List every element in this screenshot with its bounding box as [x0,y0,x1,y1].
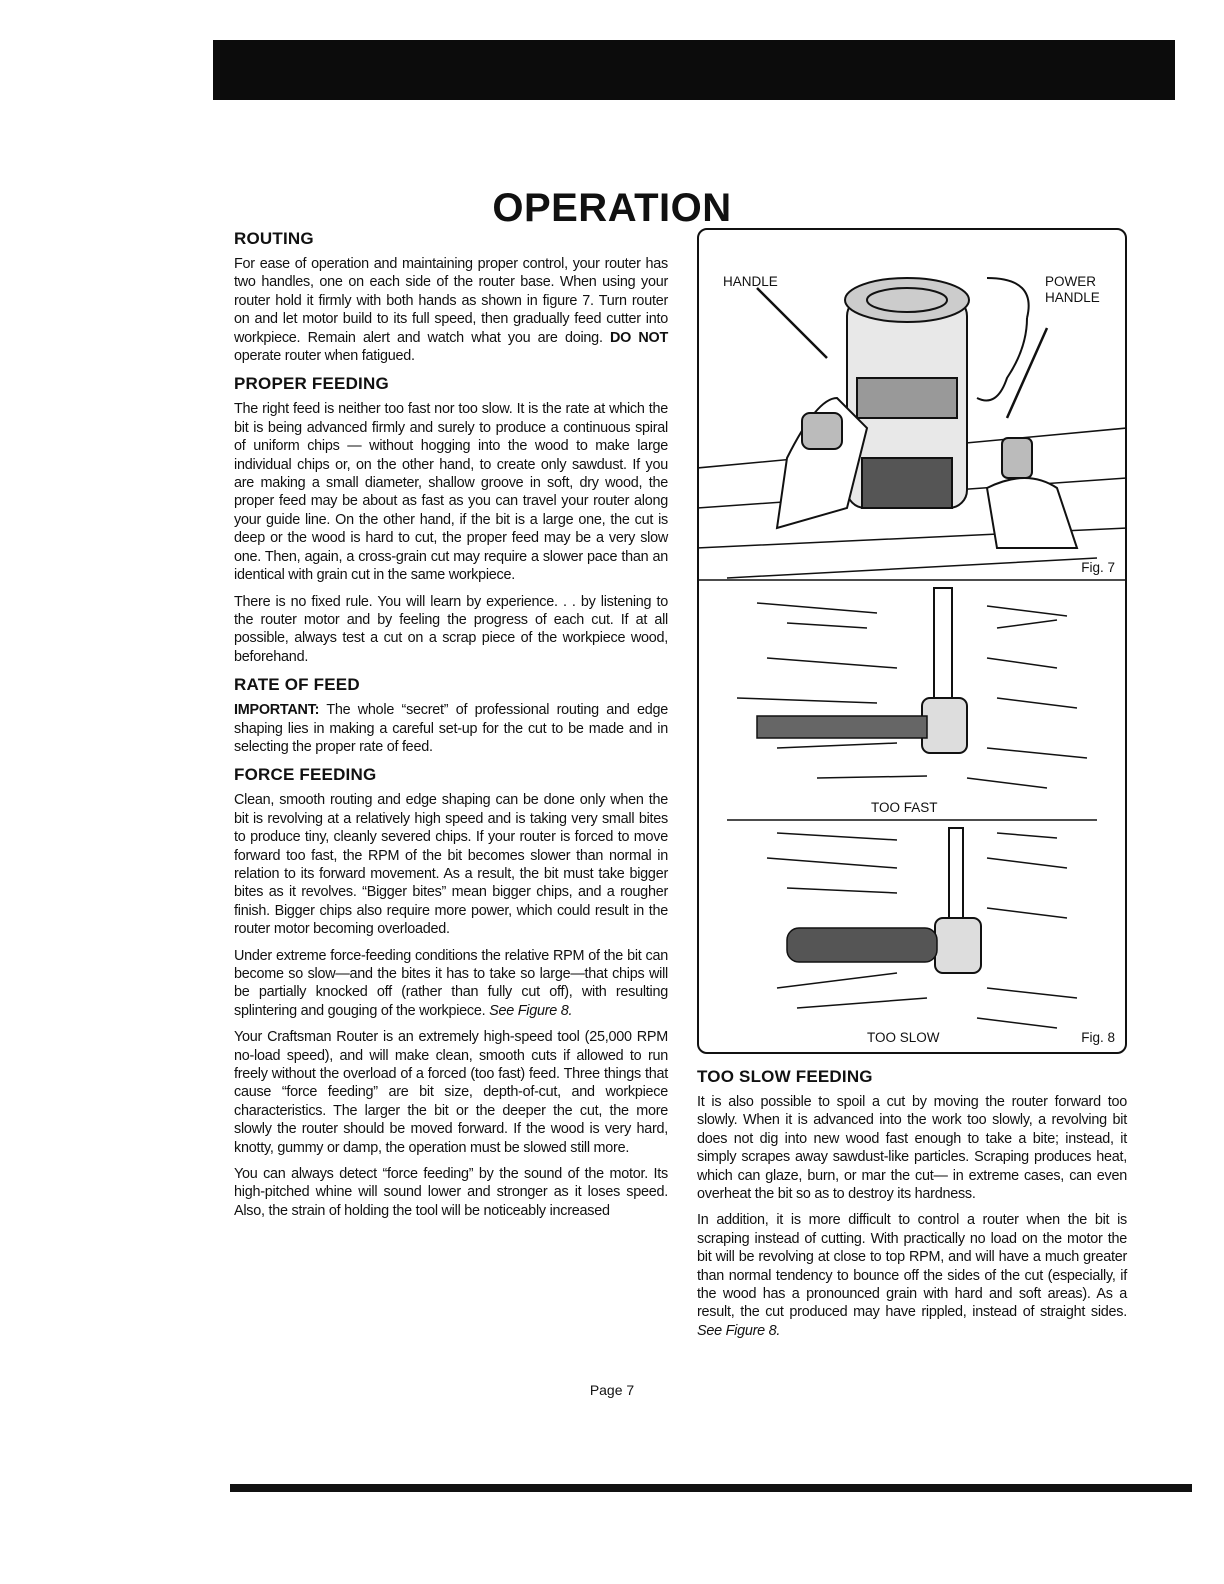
paragraph: There is no fixed rule. You will learn by experience. . . by listening to the router motor and by feeling the progress of each cut. If at all possible, always test a cut on a scrap piece of the workpiece wood, beforehand. [234,593,668,665]
section-force-feeding [234,764,668,1220]
paragraph: It is also possible to spoil a cut by moving the router forward too slowly. When it is advanced into the work too slowly, a revolving bit does not dig into new wood fast enough to take a bite; instead, it simply scrapes away sawdust-like particles. Scraping produces heat, which can glaze, burn, or mar the cut— in extreme cases, can even overheat the bit so as to destroy its hardness. [697,1094,1127,1203]
router-illustration [697,278,1127,578]
paragraph [234,701,668,756]
header-band [213,40,1175,100]
paragraph: You can always detect “force feeding” by the sound of the motor. Its high-pitched whine will sound lower and stronger as it loses speed. Also, the strain of holding the tool will be noticeably increased [234,1166,668,1219]
figure-box [697,228,1127,1054]
paragraph [697,1211,1127,1340]
too-slow-illustration [767,828,1077,1028]
warning-text: DO NOT [609,329,668,346]
section-rate-of-feed [234,674,668,756]
figure-reference: See Figure 8. [489,1002,573,1019]
too-slow-label: TOO SLOW [867,1030,940,1045]
fig8-caption: Fig. 8 [1081,1030,1115,1045]
too-fast-label: TOO FAST [871,800,938,815]
section-routing [234,228,668,365]
heading-proper-feeding: PROPER FEEDING [234,374,389,394]
figure-reference: See Figure 8. [697,1322,781,1339]
footer-band [230,1484,1192,1492]
text: For ease of operation and maintaining proper control, your router has two handles, one on each side of the router base. When using your router hold it firmly with both hands as shown in figure 7. Turn router on and let motor build to its full speed, then gradually feed cutter into workpiece. Remain alert and watch what you are doing. [234,256,668,346]
heading-routing: ROUTING [234,229,314,248]
paragraph: Your Craftsman Router is an extremely high-speed tool (25,000 RPM no-load speed), and will make clean, smooth cuts if allowed to run freely without the overload of a forced (too fast) feed. Three things that cause “force feeding” are bit size, depth-of-cut, and workpiece characteristics. The larger the bit or the deeper the cut, the more slowly the router should be moved forward. If the wood is very hard, knotty, gummy or damp, the operation must be slowed still more. [234,1029,668,1156]
heading-rate-of-feed: RATE OF FEED [234,675,360,695]
heading-too-slow-feeding: TOO SLOW FEEDING [697,1067,873,1086]
routing-paragraph [234,255,668,365]
text: operate router when fatigued. [234,348,415,365]
page-number: Page 7 [589,1382,635,1398]
important-label: IMPORTANT: [234,702,320,719]
handle-label: HANDLE [723,274,778,289]
section-too-slow-feeding [697,1066,1127,1340]
text: In addition, it is more difficult to control a router when the bit is scraping instead of cutting. With practically no load on the motor the bit will be revolving at close to top RPM, and will have a much greater than normal tendency to bounce off the sides of the cut (especially, if the wood has a pronounced grain with hard and soft areas). As a result, the cut produced may have rippled, instead of straight sides. [697,1212,1127,1321]
text: The whole “secret” of professional routing and edge shaping lies in making a careful set-up for the cut to be made and in selecting the proper rate of feed. [234,702,668,755]
text: Under extreme force-feeding conditions the relative RPM of the bit can become so slow—and the bites it has to take so large—that chips will be partially knocked off (rather than fully cut off), with resulting splintering and gouging of the workpiece. [234,947,668,1019]
right-column [697,1066,1127,1348]
left-column [234,228,668,1228]
paragraph: Clean, smooth routing and edge shaping can be done only when the bit is revolving at a relatively high speed and is taking very small bites to produce tiny, cleanly severed chips. If your router is forced to move forward too fast, the RPM of the bit becomes slower than normal in relation to its forward movement. As a result, the bit must take bigger bites as it revolves. “Bigger bites” mean bigger chips, and a rougher finish. Bigger chips also require more power, which could result in the router motor becoming overloaded. [234,792,668,938]
page-title: OPERATION [492,186,732,230]
too-fast-illustration [737,588,1087,788]
fig7-caption: Fig. 7 [1081,560,1115,575]
heading-force-feeding: FORCE FEEDING [234,765,377,785]
paragraph: The right feed is neither too fast nor too slow. It is the rate at which the bit is being advanced firmly and surely to produce a continuous spiral of uniform chips — without hogging into the wood to make large individual chips or, on the other hand, to create only sawdust. If you are making a small diameter, shallow groove in soft, dry wood, the proper feed may be about as fast as you can travel your router along your guide line. On the other hand, if the bit is a large one, the cut is deep or the wood is hard to cut, the proper feed may be a very slow one. Then, again, a cross-grain cut may require a slower pace than an identical with grain cut in the same workpiece. [234,401,668,584]
paragraph [234,947,668,1021]
power-handle-label: POWER HANDLE [1045,274,1100,305]
figure-illustrations [697,228,1127,1054]
section-proper-feeding [234,373,668,666]
